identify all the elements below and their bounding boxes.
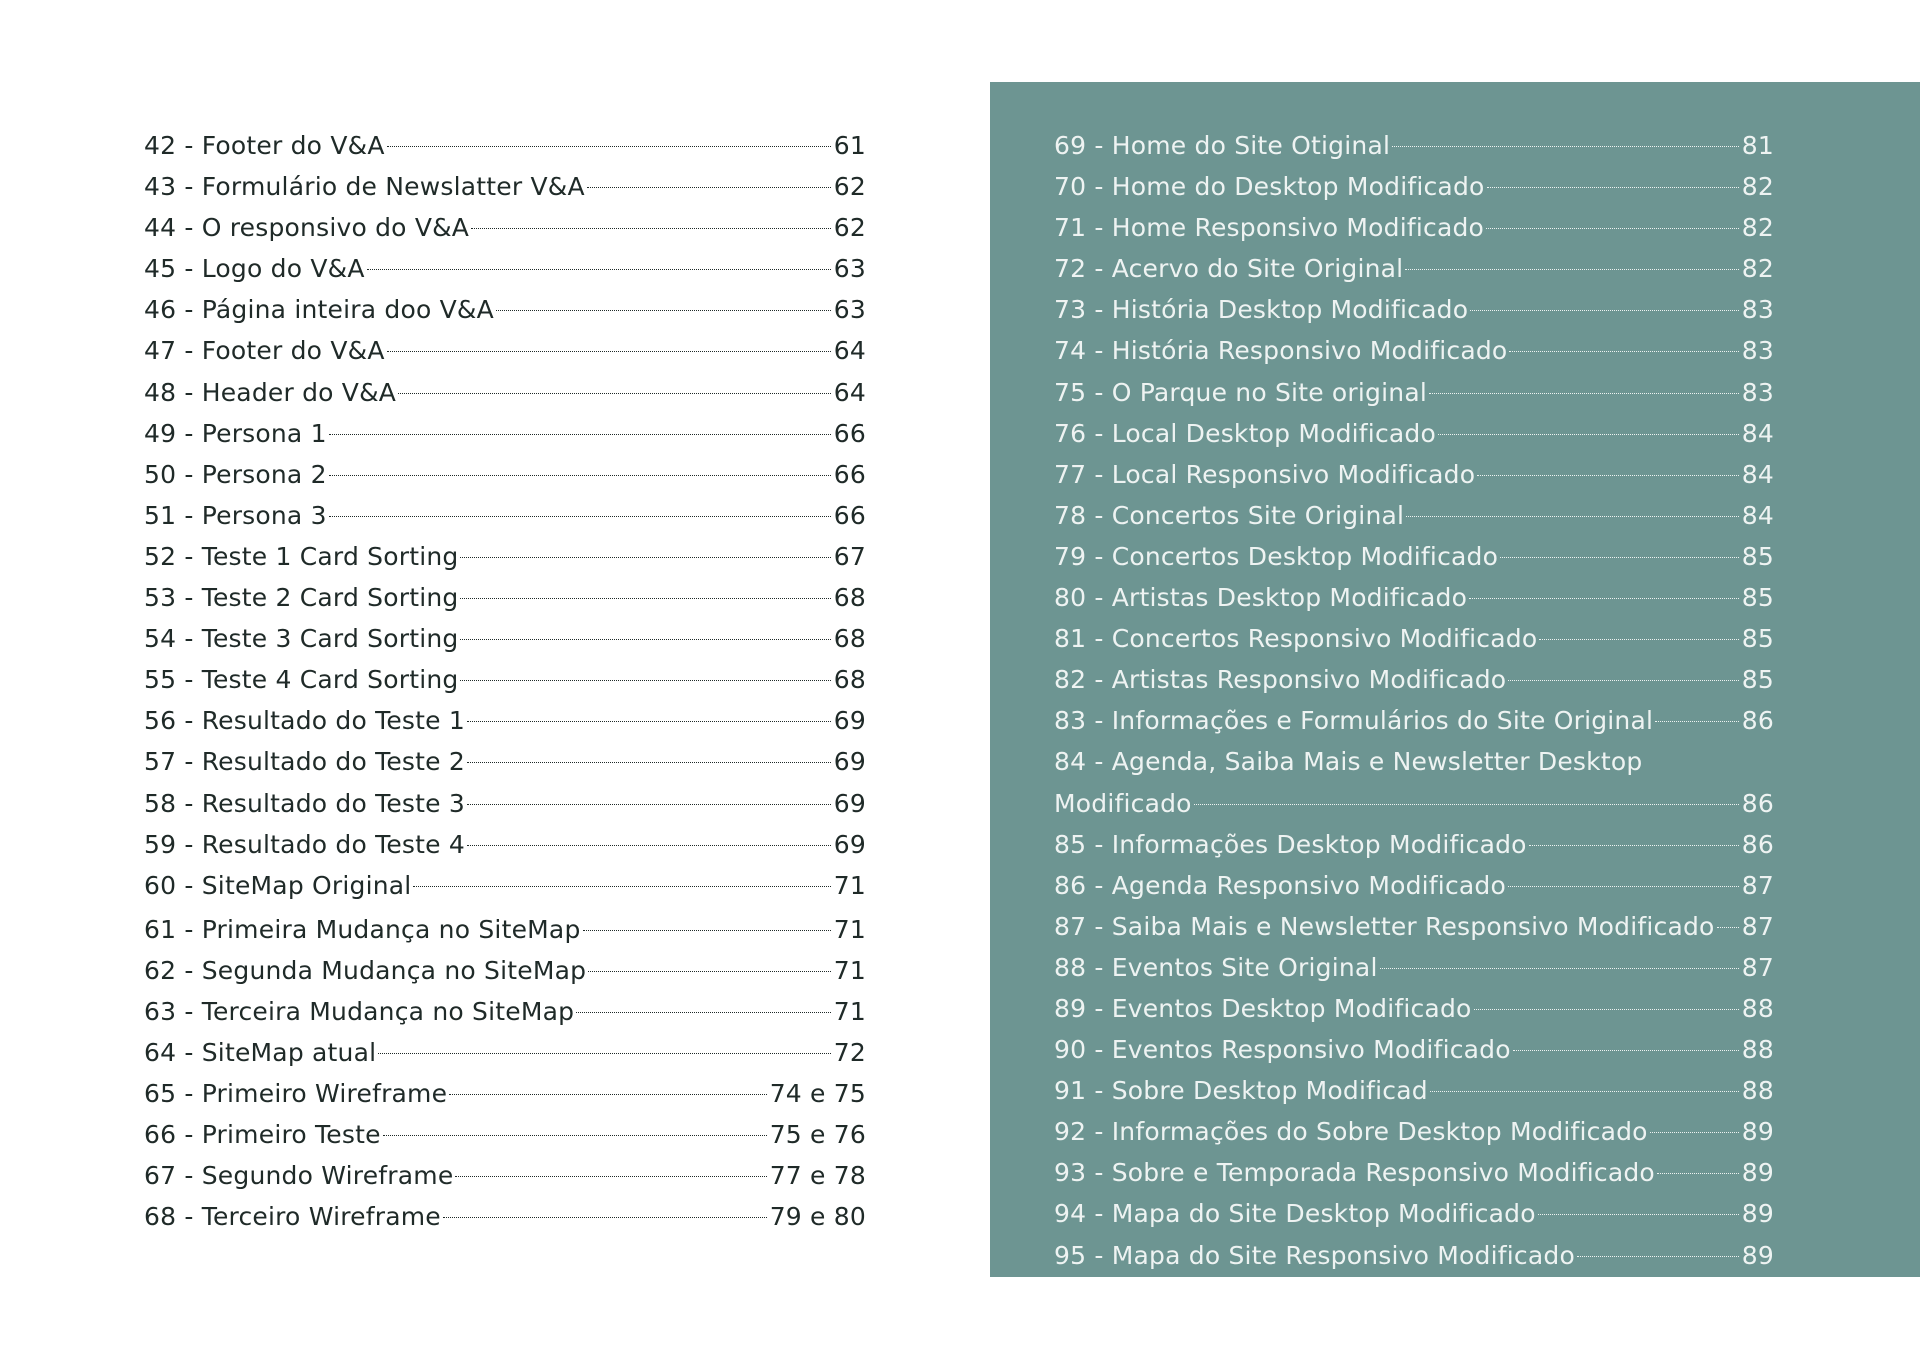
toc-entry (144, 125, 866, 166)
toc-entry-title: 62 - Segunda Mudança no SiteMap (144, 955, 587, 985)
toc-entry-title: 70 - Home do Desktop Modificado (1054, 172, 1485, 202)
toc-entry-title: 74 - História Responsivo Modificado (1054, 336, 1508, 366)
toc-entry (1054, 166, 1774, 207)
toc-entry (144, 741, 866, 782)
toc-entry-title: 90 - Eventos Responsivo Modificado (1054, 1035, 1511, 1065)
dot-leader (1474, 1009, 1739, 1010)
toc-entry-title: 77 - Local Responsivo Modificado (1054, 459, 1476, 489)
toc-entry-page: 79 e 80 (769, 1202, 866, 1232)
toc-entry (1054, 207, 1774, 248)
toc-entry (1054, 289, 1774, 330)
dot-leader (1538, 1214, 1739, 1215)
dot-leader (1392, 146, 1739, 147)
toc-entry-title: 63 - Terceira Mudança no SiteMap (144, 996, 575, 1026)
toc-entry-page: 82 (1741, 213, 1774, 243)
toc-entry-page: 67 (833, 541, 866, 571)
toc-entry (1054, 495, 1774, 536)
toc-entry-title: 91 - Sobre Desktop Modificad (1054, 1076, 1428, 1106)
dot-leader (1438, 434, 1739, 435)
dot-leader (443, 1217, 767, 1218)
toc-entry-page: 84 (1741, 459, 1774, 489)
toc-entry-title: 61 - Primeira Mudança no SiteMap (144, 914, 581, 944)
toc-entry-title: 52 - Teste 1 Card Sorting (144, 541, 459, 571)
dot-leader (1486, 228, 1739, 229)
toc-entry-title: 47 - Footer do V&A (144, 336, 385, 366)
toc-entry (144, 1155, 866, 1196)
toc-entry-page: 75 e 76 (769, 1120, 866, 1150)
toc-entry (144, 1114, 866, 1155)
dot-leader (387, 146, 831, 147)
toc-entry-page: 85 (1741, 624, 1774, 654)
dot-leader (467, 721, 831, 722)
toc-entry-title: 42 - Footer do V&A (144, 131, 385, 160)
toc-entry-page: 69 (833, 829, 866, 859)
dot-leader (383, 1135, 767, 1136)
toc-entry-title: 78 - Concertos Site Original (1054, 500, 1405, 530)
toc-entry-page: 64 (833, 377, 866, 407)
toc-entry-title: 60 - SiteMap Original (144, 870, 412, 900)
toc-entry-page: 81 (1741, 131, 1774, 160)
dot-leader (1477, 475, 1739, 476)
toc-entry-page: 71 (833, 914, 866, 944)
dot-leader (1717, 927, 1739, 928)
toc-entry-title: 56 - Resultado do Teste 1 (144, 706, 465, 736)
toc-entry (1054, 988, 1774, 1029)
toc-entry (144, 289, 866, 330)
toc-entry-title: 53 - Teste 2 Card Sorting (144, 583, 459, 613)
toc-entry-page: 68 (833, 583, 866, 613)
toc-entry-page: 84 (1741, 418, 1774, 448)
toc-entry-title: 54 - Teste 3 Card Sorting (144, 624, 459, 654)
toc-entry (144, 330, 866, 371)
toc-entry-page: 71 (833, 955, 866, 985)
toc-entry (1054, 413, 1774, 454)
toc-entry (1054, 536, 1774, 577)
toc-entry (144, 659, 866, 700)
dot-leader (1577, 1256, 1739, 1257)
toc-entry (1054, 1029, 1774, 1070)
dot-leader (329, 475, 831, 476)
dot-leader (1655, 721, 1739, 722)
toc-entry-page: 64 (833, 336, 866, 366)
toc-entry-title: 73 - História Desktop Modificado (1054, 295, 1469, 325)
toc-entry-page: 69 (833, 706, 866, 736)
toc-entry-title: 82 - Artistas Responsivo Modificado (1054, 665, 1507, 695)
dot-leader (467, 845, 831, 846)
toc-entry (144, 454, 866, 495)
toc-entry-page: 68 (833, 624, 866, 654)
toc-entry-page: 89 (1741, 1117, 1774, 1147)
dot-leader (460, 639, 830, 640)
toc-entry-page: 63 (833, 295, 866, 325)
toc-entry-page: 87 (1741, 952, 1774, 982)
toc-entry-page: 89 (1741, 1199, 1774, 1229)
toc-entry (1054, 659, 1774, 700)
dot-leader (587, 187, 831, 188)
dot-leader (455, 1176, 766, 1177)
toc-entry (144, 248, 866, 289)
dot-leader (1430, 1091, 1739, 1092)
dot-leader (378, 1053, 831, 1054)
toc-entry-title: 69 - Home do Site Otiginal (1054, 131, 1391, 160)
toc-entry-continuation (1054, 783, 1774, 824)
toc-entry-page: 77 e 78 (769, 1161, 866, 1191)
toc-entry (1054, 372, 1774, 413)
toc-entry (144, 1073, 866, 1114)
toc-entry (1054, 1111, 1774, 1152)
dot-leader (413, 886, 830, 887)
toc-entry-page: 85 (1741, 665, 1774, 695)
toc-entry-page: 66 (833, 459, 866, 489)
dot-leader (1194, 804, 1739, 805)
toc-entry (1054, 824, 1774, 865)
toc-entry (144, 372, 866, 413)
toc-entry-title: 50 - Persona 2 (144, 459, 327, 489)
toc-entry-page: 71 (833, 996, 866, 1026)
toc-entry-page: 63 (833, 254, 866, 284)
dot-leader (1470, 310, 1739, 311)
toc-entry (144, 783, 866, 824)
toc-entry-page: 88 (1741, 1035, 1774, 1065)
dot-leader (1657, 1173, 1739, 1174)
toc-entry-page: 69 (833, 747, 866, 777)
toc-left-column (144, 125, 866, 1238)
dot-leader (367, 269, 831, 270)
toc-entry (1054, 618, 1774, 659)
toc-entry-title: 86 - Agenda Responsivo Modificado (1054, 870, 1506, 900)
toc-entry-page: 86 (1741, 706, 1774, 736)
dot-leader (460, 557, 830, 558)
toc-entry-title: 79 - Concertos Desktop Modificado (1054, 541, 1499, 571)
toc-entry-title: 58 - Resultado do Teste 3 (144, 788, 465, 818)
toc-entry-page: 66 (833, 500, 866, 530)
toc-entry-title: 95 - Mapa do Site Responsivo Modificado (1054, 1240, 1575, 1270)
toc-entry-title: 48 - Header do V&A (144, 377, 397, 407)
toc-entry-title: 93 - Sobre e Temporada Responsivo Modificado (1054, 1158, 1655, 1188)
toc-entry (144, 618, 866, 659)
toc-entry-page: 85 (1741, 541, 1774, 571)
dot-leader (1380, 968, 1739, 969)
toc-entry-title: 72 - Acervo do Site Original (1054, 254, 1404, 284)
toc-entry-title-continued: Modificado (1054, 788, 1192, 818)
toc-entry-page: 83 (1741, 377, 1774, 407)
dot-leader (1509, 351, 1738, 352)
toc-entry-page: 82 (1741, 172, 1774, 202)
toc-entry-title: 44 - O responsivo do V&A (144, 213, 470, 243)
toc-entry-page: 69 (833, 788, 866, 818)
dot-leader (588, 971, 831, 972)
toc-entry (1054, 577, 1774, 618)
dot-leader (460, 598, 830, 599)
dot-leader (329, 516, 831, 517)
dot-leader (471, 228, 831, 229)
dot-leader (460, 680, 830, 681)
toc-entry (1054, 906, 1774, 947)
toc-entry-page: 87 (1741, 911, 1774, 941)
toc-entry-page: 89 (1741, 1240, 1774, 1270)
toc-entry-title: 88 - Eventos Site Original (1054, 952, 1378, 982)
dot-leader (1650, 1132, 1739, 1133)
toc-entry-title: 46 - Página inteira doo V&A (144, 295, 494, 325)
toc-entry-page: 72 (833, 1038, 866, 1068)
toc-entry (1054, 125, 1774, 166)
toc-entry-page: 88 (1741, 1076, 1774, 1106)
toc-entry-page: 89 (1741, 1158, 1774, 1188)
toc-entry-title: 81 - Concertos Responsivo Modificado (1054, 624, 1538, 654)
toc-entry-title: 92 - Informações do Sobre Desktop Modificado (1054, 1117, 1648, 1147)
dot-leader (1529, 845, 1739, 846)
dot-leader (449, 1094, 766, 1095)
toc-entry (1054, 248, 1774, 289)
toc-entry-page: 85 (1741, 583, 1774, 613)
toc-entry-title: 68 - Terceiro Wireframe (144, 1202, 441, 1232)
dot-leader (1469, 598, 1739, 599)
toc-entry-page: 83 (1741, 295, 1774, 325)
dot-leader (1487, 187, 1739, 188)
toc-entry-title: 87 - Saiba Mais e Newsletter Responsivo Modificado (1054, 911, 1715, 941)
dot-leader (1429, 393, 1739, 394)
toc-entry (1054, 1235, 1774, 1276)
toc-entry-page: 86 (1741, 829, 1774, 859)
toc-entry-page: 83 (1741, 336, 1774, 366)
toc-entry (1054, 1193, 1774, 1234)
toc-entry (144, 536, 866, 577)
toc-entry-title: 89 - Eventos Desktop Modificado (1054, 993, 1472, 1023)
toc-entry (1054, 330, 1774, 371)
toc-entry-page: 71 (833, 870, 866, 900)
toc-entry (144, 166, 866, 207)
toc-entry (1054, 454, 1774, 495)
toc-entry (144, 950, 866, 991)
toc-entry (144, 865, 866, 906)
toc-entry (144, 824, 866, 865)
toc-entry-title: 83 - Informações e Formulários do Site Original (1054, 706, 1654, 736)
toc-entry-title: 85 - Informações Desktop Modificado (1054, 829, 1527, 859)
toc-entry (144, 1032, 866, 1073)
toc-entry-title: 84 - Agenda, Saiba Mais e Newsletter Desktop (1054, 747, 1643, 777)
dot-leader (387, 351, 831, 352)
toc-entry (1054, 865, 1774, 906)
toc-entry-page: 62 (833, 172, 866, 202)
toc-entry (1054, 700, 1774, 741)
toc-entry (144, 495, 866, 536)
toc-entry-page: 87 (1741, 870, 1774, 900)
toc-entry (144, 577, 866, 618)
toc-entry-page: 68 (833, 665, 866, 695)
toc-entry-page: 84 (1741, 500, 1774, 530)
toc-entry-title: 43 - Formulário de Newslatter V&A (144, 172, 585, 202)
toc-entry-title: 57 - Resultado do Teste 2 (144, 747, 465, 777)
toc-entry-page: 66 (833, 418, 866, 448)
toc-entry-title: 59 - Resultado do Teste 4 (144, 829, 465, 859)
dot-leader (1500, 557, 1739, 558)
toc-entry-page: 82 (1741, 254, 1774, 284)
toc-entry-multiline (1054, 741, 1774, 823)
toc-entry (144, 991, 866, 1032)
toc-entry-title: 66 - Primeiro Teste (144, 1120, 381, 1150)
dot-leader (496, 310, 831, 311)
dot-leader (1513, 1050, 1739, 1051)
toc-entry-title: 45 - Logo do V&A (144, 254, 365, 284)
toc-entry-title: 64 - SiteMap atual (144, 1038, 377, 1068)
toc-entry-title: 51 - Persona 3 (144, 500, 327, 530)
dot-leader (398, 393, 831, 394)
dot-leader (1508, 680, 1738, 681)
toc-entry-title: 76 - Local Desktop Modificado (1054, 418, 1436, 448)
toc-entry (1054, 1152, 1774, 1193)
toc-entry (144, 909, 866, 950)
toc-entry (144, 1196, 866, 1237)
dot-leader (1508, 886, 1739, 887)
dot-leader (1405, 269, 1738, 270)
toc-entry-title: 65 - Primeiro Wireframe (144, 1079, 448, 1109)
toc-entry-title: 80 - Artistas Desktop Modificado (1054, 583, 1468, 613)
dot-leader (467, 804, 831, 805)
toc-entry-title: 49 - Persona 1 (144, 418, 327, 448)
dot-leader (576, 1012, 831, 1013)
dot-leader (329, 434, 831, 435)
toc-entry-page: 62 (833, 213, 866, 243)
dot-leader (1539, 639, 1738, 640)
toc-entry (1054, 1070, 1774, 1111)
toc-entry-page: 88 (1741, 993, 1774, 1023)
toc-entry-page: 86 (1741, 788, 1774, 818)
toc-entry (1054, 947, 1774, 988)
dot-leader (467, 762, 831, 763)
toc-entry-title: 55 - Teste 4 Card Sorting (144, 665, 459, 695)
dot-leader (583, 930, 831, 931)
toc-entry-title: 71 - Home Responsivo Modificado (1054, 213, 1485, 243)
toc-entry-page: 61 (833, 131, 866, 160)
toc-entry (144, 700, 866, 741)
toc-entry-title: 75 - O Parque no Site original (1054, 377, 1427, 407)
toc-entry (144, 413, 866, 454)
toc-right-column (1054, 125, 1774, 1276)
toc-entry-page: 74 e 75 (769, 1079, 866, 1109)
toc-entry (144, 207, 866, 248)
dot-leader (1406, 516, 1739, 517)
toc-entry-title: 94 - Mapa do Site Desktop Modificado (1054, 1199, 1536, 1229)
toc-entry-title: 67 - Segundo Wireframe (144, 1161, 454, 1191)
